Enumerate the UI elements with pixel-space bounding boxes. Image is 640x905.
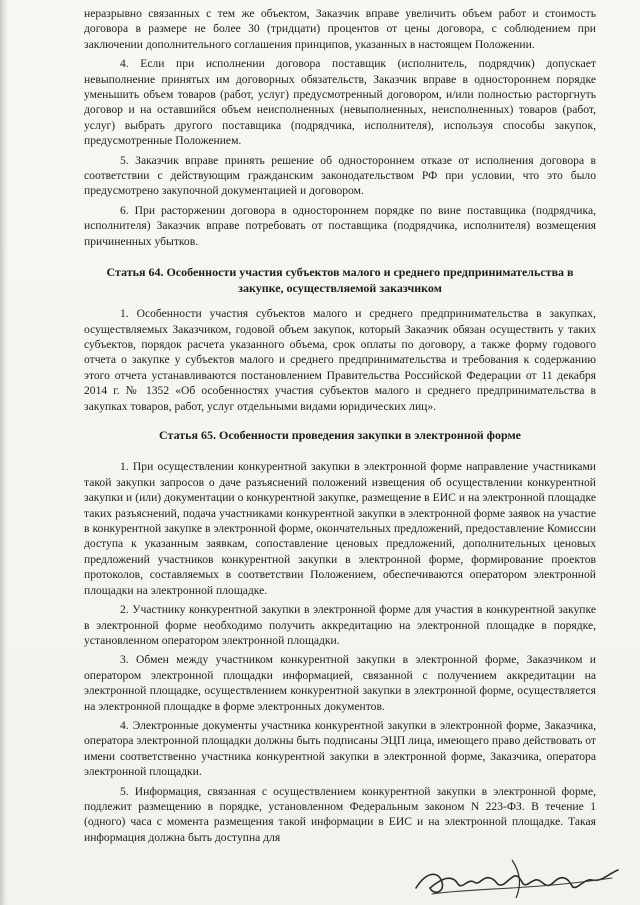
handwritten-signature: [412, 848, 622, 902]
scan-edge: [0, 0, 8, 905]
paragraph-6: 6. При расторжении договора в одностороннем порядке по вине поставщика (подрядчика, исполнителя) Заказчик вправе потребовать от поставщика (подрядчика, исполнителя) возмещения причиненных убытков.: [84, 203, 596, 248]
paragraph-5: 5. Заказчик вправе принять решение об одностороннем отказе от исполнения договора в соответствии с действующим гражданским законодательством РФ при условии, что это было предусмотрено закупочной документацией и договором.: [84, 153, 596, 198]
paragraph-4: 4. Если при исполнении договора поставщик (исполнитель, подрядчик) допускает невыполнение принятых им договорных обязательств, Заказчик вправе в одностороннем порядке уменьшить объем товаров (работ, услуг) предусмотренный договором, и/или полностью расторгнуть договор и на оставшийся объем неисполненных (невыполненных, неисполненных) товаров (работ, услуг) выбрать другого поставщика (подрядчика, исполнителя), используя способы закупок, предусмотренные Положением.: [84, 57, 596, 148]
article-65-paragraph-1: 1. При осуществлении конкурентной закупки в электронной форме направление участниками такой закупки запросов о даче разъяснений положений извещения об осуществлении конкурентной закупки и (или) документации о конкурентной закупке, размещение в ЕИС и на электронной площадке таких разъяснений, подача участниками конкурентной закупки в электронной форме заявок на участие в конкурентной закупке в электронной форме, окончательных предложений, предоставление Комиссии доступа к указанным заявкам, сопоставление ценовых предложений, дополнительных ценовых предложений участников конкурентной закупки в электронной форме, формирование проектов протоколов, составляемых в соответствии Положением, обеспечиваются оператором электронной площадки на электронной площадке.: [84, 460, 596, 597]
paragraph-continuation: неразрывно связанных с тем же объектом, Заказчик вправе увеличить объем работ и стоимость договора в размере не более 30 (тридцати) процентов от цены договора, с соблюдением при заключении дополнительного соглашения принципов, указанных в настоящем Положении.: [84, 7, 596, 51]
article-64-heading: Статья 64. Особенности участия субъектов малого и среднего предпринимательства в закупке, осуществляемой заказчиком: [106, 265, 574, 295]
article-65-heading: Статья 65. Особенности проведения закупки в электронной форме: [159, 427, 521, 442]
article-65-paragraph-2: 2. Участнику конкурентной закупки в электронной форме для участия в конкурентной закупке в электронной форме необходимо получить аккредитацию на электронной площадке в порядке, установленном оператором электронной площадки.: [84, 603, 596, 647]
document-body: [84, 6, 596, 849]
article-65-paragraph-5: 5. Информация, связанная с осуществлением конкурентной закупки в электронной форме, подлежит размещению в порядке, установленном Федеральным законом N 223-ФЗ. В течение 1 (одного) часа с момента размещения такой информации в ЕИС и на электронной площадке. Такая информация должна быть доступна для: [84, 784, 596, 844]
article-64-paragraph-1: 1. Особенности участия субъектов малого и среднего предпринимательства в закупках, осуществляемых Заказчиком, годовой объем закупок, который Заказчик обязан осуществить у таких субъектов, порядок расчета указанного объема, срок оплаты по договору, а также форму годового отчета о закупке у субъектов малого и среднего предпринимательства и требования к содержанию этого отчета устанавливаются постановлением Правительства Российской Федерации от 11 декабря 2014 г. № 1352 «Об особенностях участия субъектов малого и среднего предпринимательства в закупках товаров, работ, услуг отдельными видами юридических лиц».: [84, 307, 596, 413]
article-65-paragraph-4: 4. Электронные документы участника конкурентной закупки в электронной форме, Заказчика, оператора электронной площадки должны быть подписаны ЭЦП лица, имеющего право действовать от имени соответственно участника конкурентной закупки в электронной форме, Заказчика, оператора электронной площадки.: [84, 718, 596, 779]
article-65-paragraph-3: 3. Обмен между участником конкурентной закупки в электронной форме, Заказчиком и оператором электронной площадки информацией, связанной с получением аккредитации на электронной площадке, осуществлением конкурентной закупки в электронной форме, осуществляется на электронной площадке в форме электронных документов.: [84, 653, 596, 713]
